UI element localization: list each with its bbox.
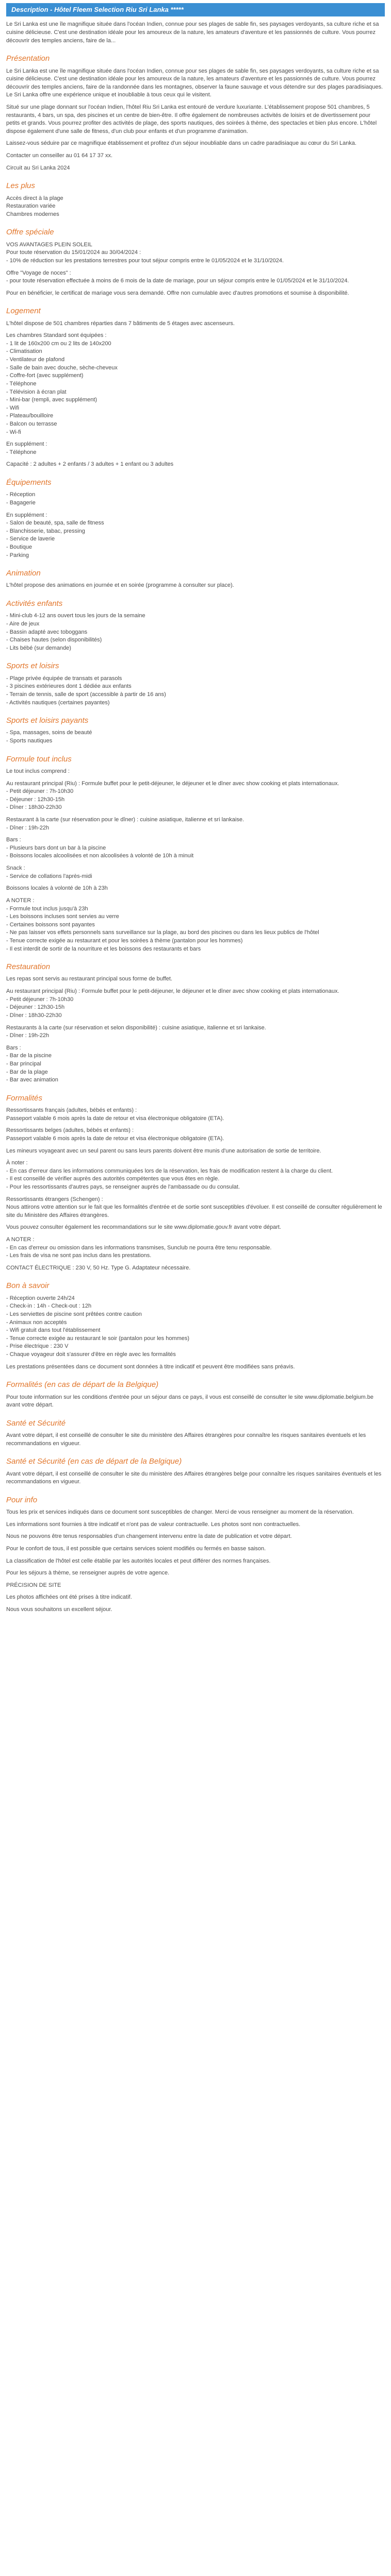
- section-info: [6, 1495, 385, 1578]
- paragraph: Ressortissants belges (adultes, bébés et enfants) : Passeport valable 6 mois après la date de retour et visa électronique obligatoire (ETA).: [6, 1127, 224, 1142]
- section-heading: Bon à savoir: [6, 1281, 50, 1291]
- paragraph: Le Sri Lanka est une île magnifique située dans l'océan Indien, connue pour ses plages de sable fin, ses paysages verdoyants, sa culture riche et sa cuisine délicieuse. C'est une destination idéale pour les amoureux de la nature, les amateurs d'aventure et les passionnés de culture. Vous pourrez découvrir des temples anciens, faire de la randonnée dans les montagnes, observer la faune sauvage et vous détendre sur des plages paradisiaques. Le Sri Lanka offre une expérience unique et inoubliable à tous ceux qui le visitent.: [6, 67, 385, 98]
- paragraph: A NOTER : - En cas d'erreur ou omission dans les informations transmises, Sunclub ne pourra être tenu responsable. - Les frais de visa ne sont pas inclus dans les prestations.: [6, 1236, 272, 1259]
- paragraph: Pour les séjours à thème, se renseigner auprès de votre agence.: [6, 1570, 170, 1577]
- section-heading: Activités enfants: [6, 599, 63, 608]
- section-heading: Sports et loisirs payants: [6, 716, 89, 725]
- paragraph: Laissez-vous séduire par ce magnifique établissement et profitez d'un séjour inoubliable dans un cadre paradisiaque au cœur du Sri Lanka.: [6, 140, 356, 147]
- paragraph: Snack : - Service de collations l'après-midi: [6, 865, 92, 879]
- paragraph: Bars : - Plusieurs bars dont un bar à la piscine - Boissons locales alcoolisées et non alcoolisées à volonté de 10h à minuit: [6, 837, 194, 859]
- paragraph: Accès direct à la plage Restauration variée Chambres modernes: [6, 195, 63, 217]
- section-heading: Restauration: [6, 962, 51, 972]
- paragraph: En supplément : - Salon de beauté, spa, salle de fitness - Blanchisserie, tabac, pressing - Service de laverie - Boutique - Parking: [6, 512, 104, 558]
- section-note1: [6, 897, 385, 953]
- paragraph: Contacter un conseiller au 01 64 17 37 xx.: [6, 152, 113, 159]
- section-bonasavoir: [6, 1280, 385, 1371]
- section-heading: Animation: [6, 569, 41, 578]
- paragraph: Les informations sont fournies à titre indicatif et n'ont pas de valeur contractuelle. Les photos sont non contractuelles.: [6, 1521, 301, 1528]
- paragraph: À noter : - En cas d'erreur dans les informations communiquées lors de la réservation, les frais de modification restent à la charge du client. - Il est conseillé de vérifier auprès des autorités compétentes que vous êtes en règle. - Pour les ressortissants d'autres pays, se renseigner auprès de l'ambassade ou du consulat.: [6, 1160, 333, 1190]
- section-heading: Formalités (en cas de départ de la Belgique): [6, 1380, 159, 1389]
- paragraph: Avant votre départ, il est conseillé de consulter le site du ministère des Affaires étrangères pour connaître les risques sanitaires éventuels et les recommandations en vigueur.: [6, 1432, 368, 1447]
- section-heading: Sports et loisirs: [6, 662, 59, 671]
- paragraph: Les mineurs voyageant avec un seul parent ou sans leurs parents doivent être munis d'une autorisation de sortie de territoire.: [6, 1147, 321, 1154]
- section-activites: [6, 598, 385, 652]
- section-offres: [6, 227, 385, 297]
- section-heading: Pour info: [6, 1495, 38, 1504]
- section-formule: [6, 754, 385, 893]
- paragraph: Le tout inclus comprend :: [6, 768, 70, 774]
- section-heading: Santé et Sécurité (en cas de départ de la Belgique): [6, 1457, 182, 1466]
- paragraph: Les photos affichées ont été prises à titre indicatif.: [6, 1594, 132, 1601]
- paragraph: Tous les prix et services indiqués dans ce document sont susceptibles de changer. Merci de vous renseigner au moment de la réservation.: [6, 1509, 354, 1516]
- section-formalitesbe: [6, 1379, 385, 1410]
- section-sante: [6, 1418, 385, 1448]
- paragraph: Avant votre départ, il est conseillé de consulter le site du ministère des Affaires étrangères belge pour connaître les risques sanitaires éventuels et les recommandations en vigueur.: [6, 1470, 383, 1485]
- paragraph: Restaurant à la carte (sur réservation pour le dîner) : cuisine asiatique, italienne et sri lankaise. - Dîner : 19h-22h: [6, 817, 245, 831]
- paragraph: Circuit au Sri Lanka 2024: [6, 164, 70, 171]
- section-restauration: [6, 961, 385, 1084]
- paragraph: - Réception ouverte 24h/24 - Check-in : 14h - Check-out : 12h - Les serviettes de piscine sont prêtées contre caution - Animaux non acceptés - Wifi gratuit dans tout l'établissement - Tenue correcte exigée au restaurant le soir (pantalon pour les hommes) - Prise électrique : 230 V - Chaque voyageur doit s'assurer d'être en règle avec les formalités: [6, 1295, 190, 1358]
- paragraph: Les repas sont servis au restaurant principal sous forme de buffet.: [6, 976, 173, 982]
- section-formalites2: [6, 1196, 385, 1273]
- paragraph: Nous vous souhaitons un excellent séjour.: [6, 1606, 112, 1613]
- section-santebe: [6, 1456, 385, 1486]
- paragraph: Pour toute information sur les conditions d'entrée pour un séjour dans ce pays, il vous est conseillé de consulter le site www.diplomatie.belgium.be avant votre départ.: [6, 1394, 376, 1409]
- paragraph: Restaurants à la carte (sur réservation et selon disponibilité) : cuisine asiatique, italienne et sri lankaise. - Dîner : 19h-22h: [6, 1024, 266, 1039]
- paragraph: VOS AVANTAGES PLEIN SOLEIL Pour toute réservation du 15/01/2024 au 30/04/2024 : - 10% de réduction sur les prestations terrestres pour tout séjour compris entre le 01/05/2024 et le 31/10/2024.: [6, 241, 284, 264]
- page-title: Description - Hôtel Fleem Selection Riu Sri Lanka *****: [6, 3, 385, 16]
- paragraph: - Spa, massages, soins de beauté - Sports nautiques: [6, 730, 92, 744]
- section-precision: [6, 1582, 385, 1614]
- section-animation: [6, 568, 385, 590]
- paragraph: CONTACT ÉLECTRIQUE : 230 V, 50 Hz. Type G. Adaptateur nécessaire.: [6, 1264, 191, 1271]
- section-heading: Présentation: [6, 54, 50, 63]
- section-heading: Logement: [6, 307, 41, 316]
- section-heading: Formalités: [6, 1093, 43, 1103]
- paragraph: - Plage privée équipée de transats et parasols - 3 piscines extérieures dont 1 dédiée aux enfants - Terrain de tennis, salle de sport (accessible à partir de 16 ans) - Activités nautiques (certaines payantes): [6, 675, 166, 706]
- paragraph: Le Sri Lanka est une île magnifique située dans l'océan Indien, connue pour ses plages de sable fin, ses paysages verdoyants, sa culture riche et sa cuisine délicieuse. C'est une destination idéale pour les amoureux de la nature, les amateurs d'aventure et les passionnés de culture. Vous pourrez découvrir des temples anciens, faire de la...: [6, 21, 381, 44]
- paragraph: Situé sur une plage donnant sur l'océan Indien, l'hôtel Riu Sri Lanka est entouré de verdure luxuriante. L'établissement propose 501 chambres, 5 restaurants, 4 bars, un spa, des piscines et un centre de bien-être. Il offre également de nombreuses activités de loisirs et de divertissement pour petits et grands. Vous pourrez profiter des activités de plage, des sports nautiques, des soirées à thème, des spectacles et bien plus encore. L'hôtel dispose également d'une salle de fitness, d'un club pour enfants et d'un programme d'animation.: [6, 104, 379, 134]
- paragraph: Ressortissants français (adultes, bébés et enfants) : Passeport valable 6 mois après la date de retour et visa électronique obligatoire (ETA).: [6, 1107, 224, 1122]
- paragraph: L'hôtel dispose de 501 chambres réparties dans 7 bâtiments de 5 étages avec ascenseurs.: [6, 320, 235, 327]
- paragraph: Capacité : 2 adultes + 2 enfants / 3 adultes + 1 enfant ou 3 adultes: [6, 461, 174, 468]
- paragraph: Boissons locales à volonté de 10h à 23h: [6, 885, 108, 892]
- paragraph: Bars : - Bar de la piscine - Bar principal - Bar de la plage - Bar avec animation: [6, 1044, 58, 1083]
- paragraph: - Réception - Bagagerie: [6, 492, 36, 506]
- paragraph: Offre "Voyage de noces" : - pour toute réservation effectuée à moins de 6 mois de la date de mariage, pour un séjour compris entre le 01/05/2024 et le 31/10/2024.: [6, 269, 349, 284]
- section-formalites: [6, 1093, 385, 1192]
- section-intro: [6, 21, 385, 45]
- paragraph: PRÉCISION DE SITE: [6, 1582, 61, 1588]
- paragraph: Pour le confort de tous, il est possible que certains services soient modifiés ou fermés en basse saison.: [6, 1545, 266, 1552]
- paragraph: - Mini-club 4-12 ans ouvert tous les jours de la semaine - Aire de jeux - Bassin adapté avec toboggans - Chaises hautes (selon disponibilités) - Lits bébé (sur demande): [6, 613, 145, 651]
- page: [6, 0, 385, 1614]
- section-heading: Offre spéciale: [6, 228, 54, 237]
- paragraph: Vous pouvez consulter également les recommandations sur le site www.diplomatie.gouv.fr avant votre départ.: [6, 1224, 281, 1231]
- paragraph: A NOTER : - Formule tout inclus jusqu'à 23h - Les boissons incluses sont servies au verre - Certaines boissons sont payantes - Ne pas laisser vos effets personnels sans surveillance sur la plage, au bord des piscines ou dans les lieux publics de l'hôtel - Tenue correcte exigée au restaurant et pour les soirées à thème (pantalon pour les hommes) - Il est interdit de sortir de la nourriture et les boissons des restaurants et bars: [6, 897, 319, 952]
- paragraph: Au restaurant principal (Riu) : Formule buffet pour le petit-déjeuner, le déjeuner et le dîner avec show cooking et plats internationaux. - Petit déjeuner : 7h-10h30 - Déjeuner : 12h30-15h - Dîner : 18h30-22h30: [6, 988, 339, 1019]
- paragraph: Ressortissants étrangers (Schengen) : Nous attirons votre attention sur le fait que les formalités d'entrée et de sortie sont susceptibles d'évoluer. Il est conseillé de consulter régulièrement le site du Ministère des Affaires étrangères.: [6, 1196, 382, 1218]
- paragraph: Nous ne pouvons être tenus responsables d'un changement intervenu entre la date de publication et votre départ.: [6, 1533, 292, 1540]
- content: [6, 21, 385, 1614]
- paragraph: Les chambres Standard sont équipées : - 1 lit de 160x200 cm ou 2 lits de 140x200 - Climatisation - Ventilateur de plafond - Salle de bain avec douche, sèche-cheveux - Coffre-fort (avec supplément) - Téléphone - Télévision à écran plat - Mini-bar (rempli, avec supplément) - Wifi - Plateau/bouilloire - Balcon ou terrasse - Wi-fi: [6, 332, 118, 435]
- paragraph: Pour en bénéficier, le certificat de mariage vous sera demandé. Offre non cumulable avec d'autres promotions et soumise à disponibilité.: [6, 290, 349, 296]
- section-equipements: [6, 477, 385, 560]
- paragraph: En supplément : - Téléphone: [6, 441, 47, 455]
- section-heading: Les plus: [6, 181, 35, 191]
- section-heading: Santé et Sécurité: [6, 1418, 66, 1428]
- section-presentation: [6, 53, 385, 172]
- paragraph: La classification de l'hôtel est celle établie par les autorités locales et peut différer des normes françaises.: [6, 1557, 271, 1564]
- paragraph: L'hôtel propose des animations en journée et en soirée (programme à consulter sur place).: [6, 582, 234, 589]
- paragraph: Au restaurant principal (Riu) : Formule buffet pour le petit-déjeuner, le déjeuner et le dîner avec show cooking et plats internationaux. - Petit déjeuner : 7h-10h30 - Déjeuner : 12h30-15h - Dîner : 18h30-22h30: [6, 780, 339, 811]
- section-heading: Équipements: [6, 478, 52, 487]
- section-sports: [6, 660, 385, 707]
- section-logement: [6, 306, 385, 469]
- section-plus: [6, 180, 385, 218]
- section-heading: Formule tout inclus: [6, 754, 72, 764]
- section-sportspayants: [6, 715, 385, 745]
- paragraph: Les prestations présentées dans ce document sont données à titre indicatif et peuvent être modifiées sans préavis.: [6, 1363, 295, 1370]
